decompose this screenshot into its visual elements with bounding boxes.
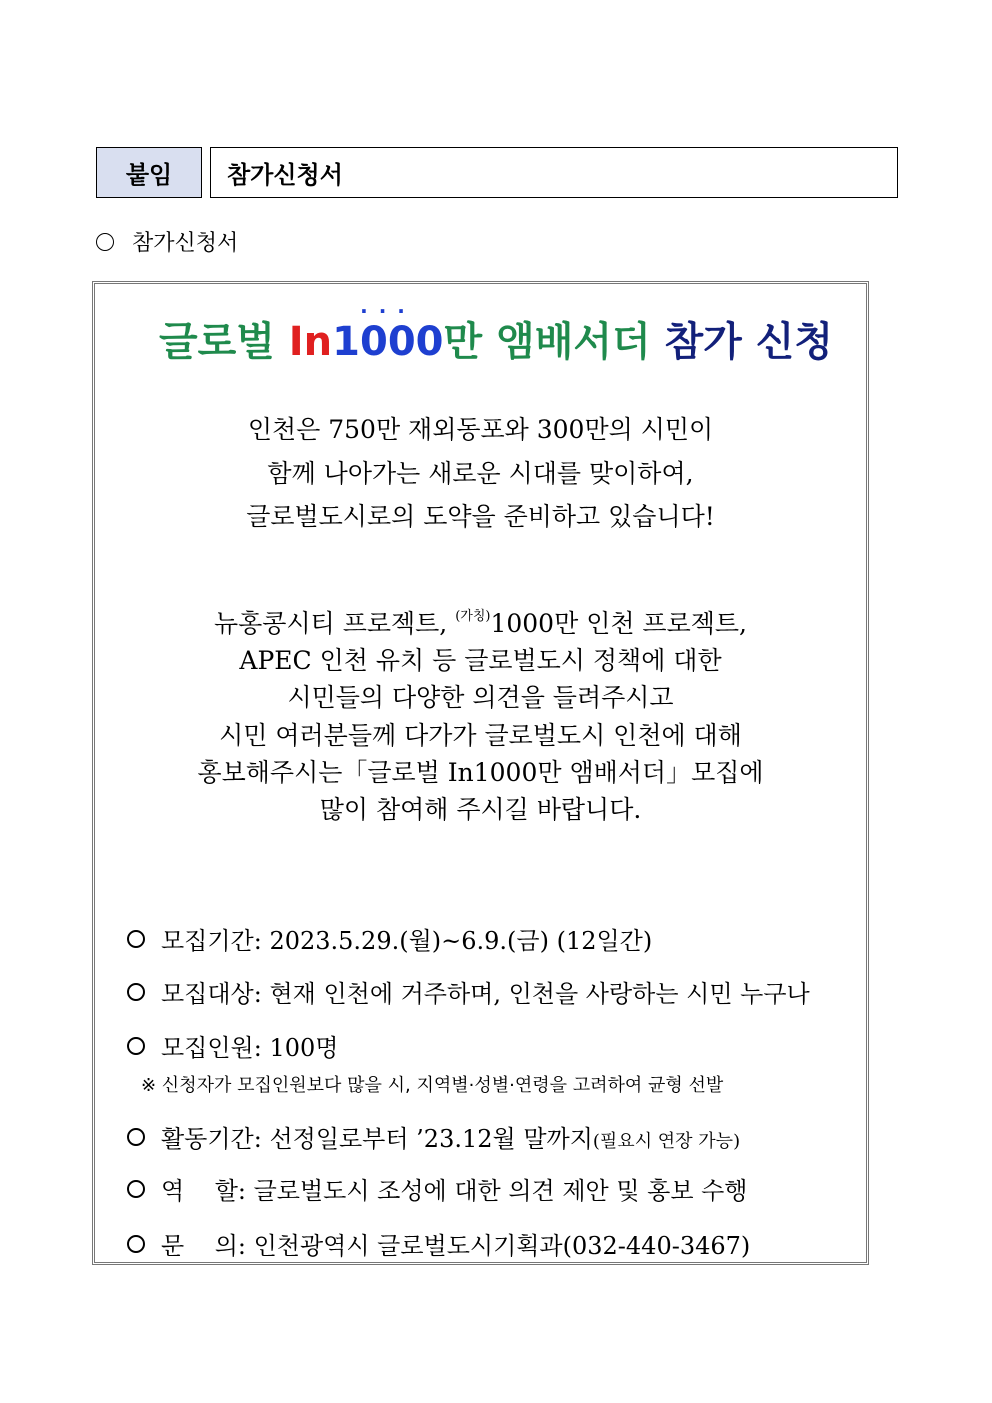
body-superscript: (가칭) bbox=[455, 609, 491, 624]
circle-bullet-icon bbox=[127, 930, 145, 948]
circle-bullet-icon bbox=[127, 983, 145, 1001]
body-line: 시민 여러분들께 다가가 글로벌도시 인천에 대해 bbox=[219, 720, 742, 750]
intro-line: 글로벌도시로의 도약을 준비하고 있습니다! bbox=[246, 502, 715, 531]
circle-bullet-icon bbox=[96, 233, 114, 251]
body-line: APEC 인천 유치 등 글로벌도시 정책에 대한 bbox=[239, 646, 722, 676]
recruit-count-text: 모집인원: 100명 bbox=[161, 1034, 339, 1062]
body-line: 많이 참여해 주시길 바랍니다. bbox=[319, 795, 642, 825]
intro-paragraph bbox=[92, 408, 869, 539]
body-paragraph bbox=[92, 598, 869, 828]
title-part-ambassador: 만 앰배서더 bbox=[443, 319, 665, 365]
attachment-label: 붙임 bbox=[96, 147, 202, 198]
intro-line: 인천은 750만 재외동포와 300만의 시민이 bbox=[247, 415, 714, 444]
intro-line: 함께 나아가는 새로운 시대를 맞이하여, bbox=[267, 458, 694, 488]
circle-bullet-icon bbox=[127, 1037, 145, 1055]
contact-text: 문 의: 인천광역시 글로벌도시기획과(032-440-3467) bbox=[161, 1232, 751, 1260]
recruit-period-item bbox=[127, 921, 652, 956]
recruit-target-text: 모집대상: 현재 인천에 거주하며, 인천을 사랑하는 시민 누구나 bbox=[161, 980, 810, 1008]
body-line bbox=[92, 598, 869, 642]
contact-item bbox=[127, 1226, 750, 1261]
section-heading-text: 참가신청서 bbox=[132, 231, 239, 256]
recruit-period-text: 모집기간: 2023.5.29.(월)~6.9.(금) (12일간) bbox=[161, 927, 653, 955]
role-text: 역 할: 글로벌도시 조성에 대한 의견 제안 및 홍보 수행 bbox=[161, 1177, 748, 1205]
activity-period-text: 활동기간: 선정일로부터 ’23.12월 말까지 bbox=[161, 1125, 593, 1153]
title-part-global: 글로벌 bbox=[158, 319, 289, 365]
title-part-in: In bbox=[288, 319, 333, 365]
body-line-text: 뉴홍콩시티 프로젝트, bbox=[214, 609, 456, 638]
circle-bullet-icon bbox=[127, 1128, 145, 1146]
recruit-target-item bbox=[127, 974, 810, 1009]
main-title bbox=[0, 310, 992, 367]
section-heading bbox=[96, 226, 238, 257]
selection-note: ※ 신청자가 모집인원보다 많을 시, 지역별·성별·연령을 고려하여 균형 선발 bbox=[141, 1075, 724, 1096]
activity-period-note: (필요시 연장 가능) bbox=[592, 1131, 741, 1152]
role-item bbox=[127, 1171, 748, 1206]
recruit-count-item bbox=[127, 1028, 338, 1063]
circle-bullet-icon bbox=[127, 1180, 145, 1198]
title-part-1000: · · · 1000 bbox=[332, 319, 443, 365]
circle-bullet-icon bbox=[127, 1235, 145, 1253]
body-line: 홍보해주시는「글로벌 In1000만 앰배서더」모집에 bbox=[197, 757, 764, 787]
body-line-text: 1000만 인천 프로젝트, bbox=[490, 609, 747, 638]
title-part-apply: 참가 신청 bbox=[664, 319, 834, 365]
attachment-title: 참가신청서 bbox=[210, 147, 898, 198]
body-line: 시민들의 다양한 의견을 들려주시고 bbox=[287, 683, 674, 713]
attachment-header bbox=[96, 147, 900, 198]
activity-period-item bbox=[127, 1119, 740, 1154]
